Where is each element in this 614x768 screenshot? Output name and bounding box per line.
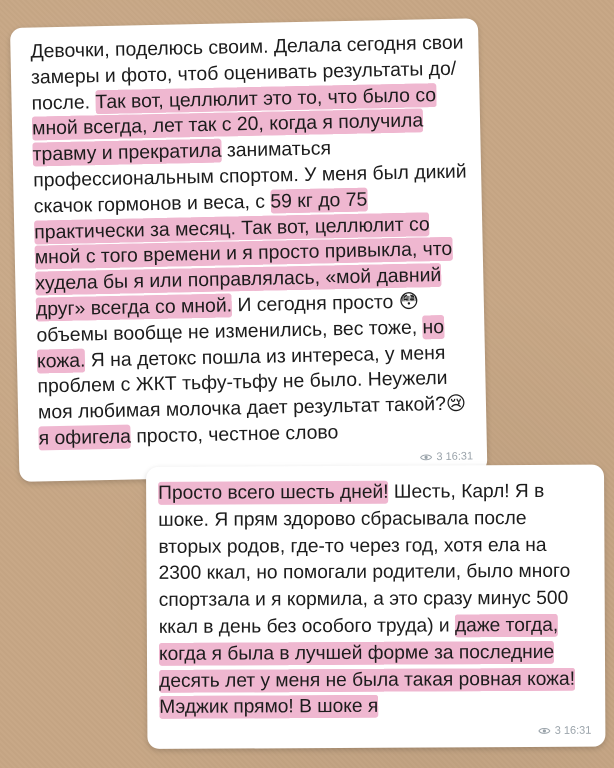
- message-text-segment: заниматься профессиональным спортом. У меня был дикий скачок гормонов и веса, с: [32, 137, 467, 218]
- message-text-1: [10, 18, 487, 452]
- message-text-2: [146, 465, 605, 723]
- message-text-segment: объемы вообще не изменились, вес тоже,: [36, 316, 423, 347]
- highlighted-text: Так вот, целлюлит это то, что было со мной всегда, лет так с 20, когда я получила травму и прекратила: [31, 83, 437, 166]
- emoji: 😢: [445, 392, 467, 416]
- message-bubble-1: [10, 18, 487, 482]
- highlighted-text: я офигела: [38, 425, 132, 450]
- message-bubble-2: [146, 465, 605, 749]
- eye-icon: [539, 727, 551, 735]
- message-text-segment: просто, честное слово: [130, 421, 339, 448]
- highlighted-text: Просто всего шесть дней!: [158, 481, 389, 504]
- message-time-2: 3 16:31: [554, 724, 592, 737]
- highlighted-text: 59 кг до 75 практически за месяц. Так вот, целлюлит со мной с того времени и я просто привыкла, что худела бы я или поправлялась, «мой давний друг» всегда со мной.: [34, 188, 453, 321]
- highlighted-text: но кожа.: [36, 315, 445, 373]
- eye-icon: [420, 453, 432, 461]
- message-time-1: 3 16:31: [436, 450, 474, 464]
- message-text-segment: Девочки, поделюсь своим. Делала сегодня свои замеры и фото, чтоб оценивать результаты до/после.: [30, 31, 464, 115]
- message-text-segment: И сегодня просто: [231, 290, 399, 317]
- message-text-segment: Шесть, Карл! Я в шоке. Я прям здорово сбрасывала после вторых родов, где-то через год, хотя ела на 2300 ккал, но помогали родители, было много спортзала и я кормила, а это сразу минус 500 ккал в день без особого труда) и: [158, 480, 571, 638]
- message-meta-1: [420, 450, 473, 463]
- emoji: 😳: [398, 290, 420, 313]
- message-meta-2: [539, 725, 592, 737]
- message-text-segment: Я на детокс пошла из интереса, у меня проблем с ЖКТ тьфу-тьфу не было. Неужели моя любимая молочка дает результат такой?: [37, 341, 448, 424]
- highlighted-text: даже тогда, когда я была в лучшей форме за последние десять лет у меня не была такая ровная кожа! Мэджик прямо! В шоке я: [158, 614, 576, 719]
